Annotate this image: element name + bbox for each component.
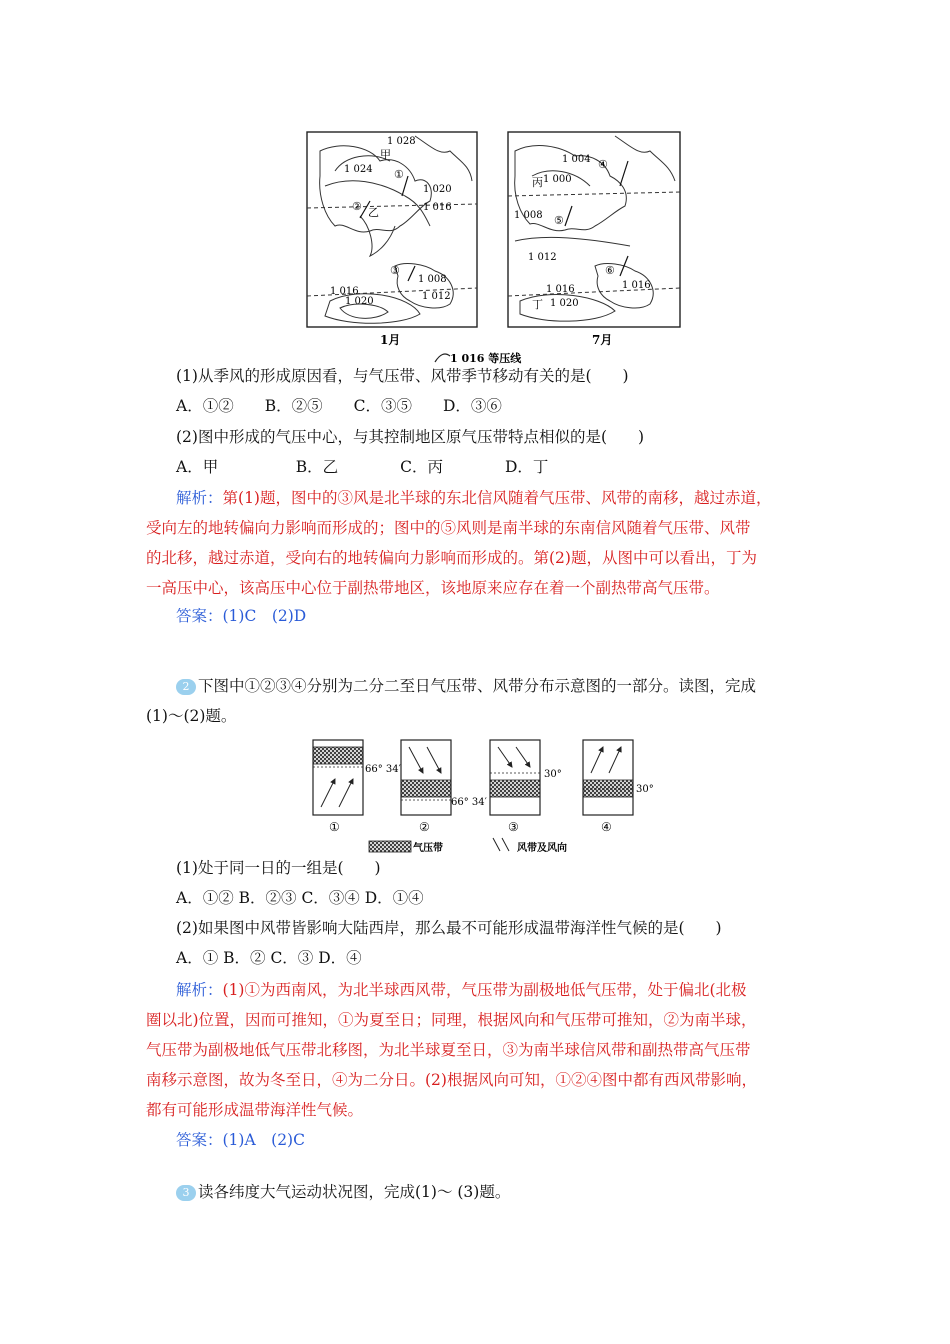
q2-options-1: A．①② B．②③ C．③④ D．①④ bbox=[176, 889, 424, 907]
panel-4 bbox=[583, 740, 654, 834]
q2-analysis-label: 解析： bbox=[176, 981, 223, 999]
q1-analysis-line-2: 受向左的地转偏向力影响而形成的；图中的⑤风则是南半球的东南信风随着气压带、风带 bbox=[146, 519, 751, 537]
january-map bbox=[307, 132, 477, 347]
q2-analysis-line-2: 圈以北)位置，因而可推知，①为夏至日；同理，根据风向和气压带可推知，②为南半球， bbox=[146, 1011, 757, 1029]
lat-label-4: 30° bbox=[636, 784, 654, 795]
label-1016r-a: 1 016 bbox=[622, 280, 651, 291]
caption-july: 7月 bbox=[592, 333, 613, 347]
q2-intro-line-2: (1)～(2)题。 bbox=[146, 707, 237, 725]
july-map bbox=[508, 132, 680, 347]
label-1020: 1 020 bbox=[423, 184, 452, 195]
label-1012: 1 012 bbox=[422, 291, 451, 302]
q1-analysis-line-1 bbox=[176, 488, 771, 508]
q2-analysis-line-5: 都有可能形成温带海洋性气候。 bbox=[146, 1101, 364, 1119]
label-circle-4: ④ bbox=[598, 158, 608, 171]
legend-wind-belt: 风带及风向 bbox=[517, 843, 567, 854]
q1-analysis-text-1: 第(1)题，图中的③风是北半球的东北信风随着气压带、风带的南移，越过赤道， bbox=[222, 489, 772, 507]
q3-intro-text: 读各纬度大气运动状况图，完成(1)～ (3)题。 bbox=[198, 1183, 511, 1201]
lat-label-2: 66° 34′ bbox=[451, 797, 487, 808]
q3-number-badge: 3 bbox=[176, 1185, 196, 1201]
label-1000: 1 000 bbox=[543, 174, 572, 185]
q2-analysis-line-4: 南移示意图，故为冬至日，④为二分日。(2)根据风向可知，①②④图中都有西风带影响， bbox=[146, 1071, 757, 1089]
panel-2 bbox=[401, 740, 488, 834]
panel-label-4: ④ bbox=[601, 820, 612, 834]
label-circle-1: ① bbox=[394, 168, 404, 181]
q1-analysis-line-4: 一高压中心，该高压中心位于副热带地区，该地原来应存在着一个副热带高气压带。 bbox=[146, 579, 720, 597]
q1-stem-2: (2)图中形成的气压中心，与其控制地区原气压带特点相似的是( ) bbox=[176, 428, 645, 446]
q2-analysis-line-1 bbox=[176, 980, 747, 1000]
q1-options-1: A．①② B．②⑤ C．③⑤ D．③⑥ bbox=[176, 397, 502, 415]
label-1016a: 1 016 bbox=[423, 202, 452, 213]
label-1020b: 1 020 bbox=[345, 296, 374, 307]
label-yi: 乙 bbox=[368, 206, 379, 219]
panel-label-3: ③ bbox=[508, 820, 519, 834]
lat-label-1: 66° 34′ bbox=[365, 764, 401, 775]
lat-label-3: 30° bbox=[544, 769, 562, 780]
q2-stem-2: (2)如果图中风带皆影响大陆西岸，那么最不可能形成温带海洋性气候的是( ) bbox=[176, 919, 722, 937]
q3-intro bbox=[176, 1182, 510, 1202]
panel-1 bbox=[313, 740, 402, 834]
label-circle-2: ② bbox=[352, 200, 362, 213]
panel-label-1: ① bbox=[329, 820, 340, 834]
label-1024: 1 024 bbox=[344, 164, 373, 175]
label-1016b: 1 016 bbox=[330, 286, 359, 297]
pressure-wind-belt-diagram bbox=[305, 735, 665, 857]
q2-intro-text-1: 下图中①②③④分别为二分二至日气压带、风带分布示意图的一部分。读图，完成 bbox=[198, 677, 757, 695]
q1-analysis-label: 解析： bbox=[176, 489, 223, 507]
q1-stem-1: (1)从季风的形成原因看，与气压带、风带季节移动有关的是( ) bbox=[176, 367, 629, 385]
q1-options-2: A．甲 B．乙 C．丙 D．丁 bbox=[176, 458, 549, 476]
label-1008r: 1 008 bbox=[514, 210, 543, 221]
panel-label-2: ② bbox=[419, 820, 430, 834]
label-1008: 1 008 bbox=[418, 274, 447, 285]
label-1016r-b: 1 016 bbox=[546, 284, 575, 295]
caption-january: 1月 bbox=[380, 333, 401, 347]
q1-analysis-line-3: 的北移，越过赤道，受向右的地转偏向力影响而形成的。第(2)题，从图中可以看出，丁为 bbox=[146, 549, 757, 567]
label-bing: 丙 bbox=[532, 176, 543, 189]
label-circle-6: ⑥ bbox=[605, 264, 615, 277]
label-1004: 1 004 bbox=[562, 154, 591, 165]
q2-intro-line-1 bbox=[176, 676, 756, 696]
isobar-legend bbox=[435, 351, 522, 365]
label-1028: 1 028 bbox=[387, 136, 416, 147]
legend-isobar: 1 016 等压线 bbox=[450, 352, 522, 365]
label-1012r: 1 012 bbox=[528, 252, 557, 263]
label-circle-5: ⑤ bbox=[554, 214, 564, 227]
q2-stem-1: (1)处于同一日的一组是( ) bbox=[176, 859, 381, 877]
monsoon-pressure-maps bbox=[300, 126, 690, 366]
label-circle-3: ③ bbox=[390, 264, 400, 277]
legend-pressure-belt: 气压带 bbox=[413, 843, 443, 854]
q2-options-2: A．① B．② C．③ D．④ bbox=[176, 949, 362, 967]
label-1020r: 1 020 bbox=[550, 298, 579, 309]
panel-3 bbox=[490, 740, 562, 834]
q2-answer: 答案：(1)A (2)C bbox=[176, 1131, 305, 1149]
label-ding: 丁 bbox=[532, 298, 543, 311]
q2-analysis-line-3: 气压带为副极地低气压带北移图，为北半球夏至日，③为南半球信风带和副热带高气压带 bbox=[146, 1041, 751, 1059]
q1-answer: 答案：(1)C (2)D bbox=[176, 607, 307, 625]
diagram-legend bbox=[369, 838, 567, 854]
q2-number-badge: 2 bbox=[176, 679, 196, 695]
label-jia: 甲 bbox=[380, 148, 391, 161]
q2-analysis-text-1: (1)①为西南风，为北半球西风带，气压带为副极地低气压带，处于偏北(北极 bbox=[222, 981, 747, 999]
